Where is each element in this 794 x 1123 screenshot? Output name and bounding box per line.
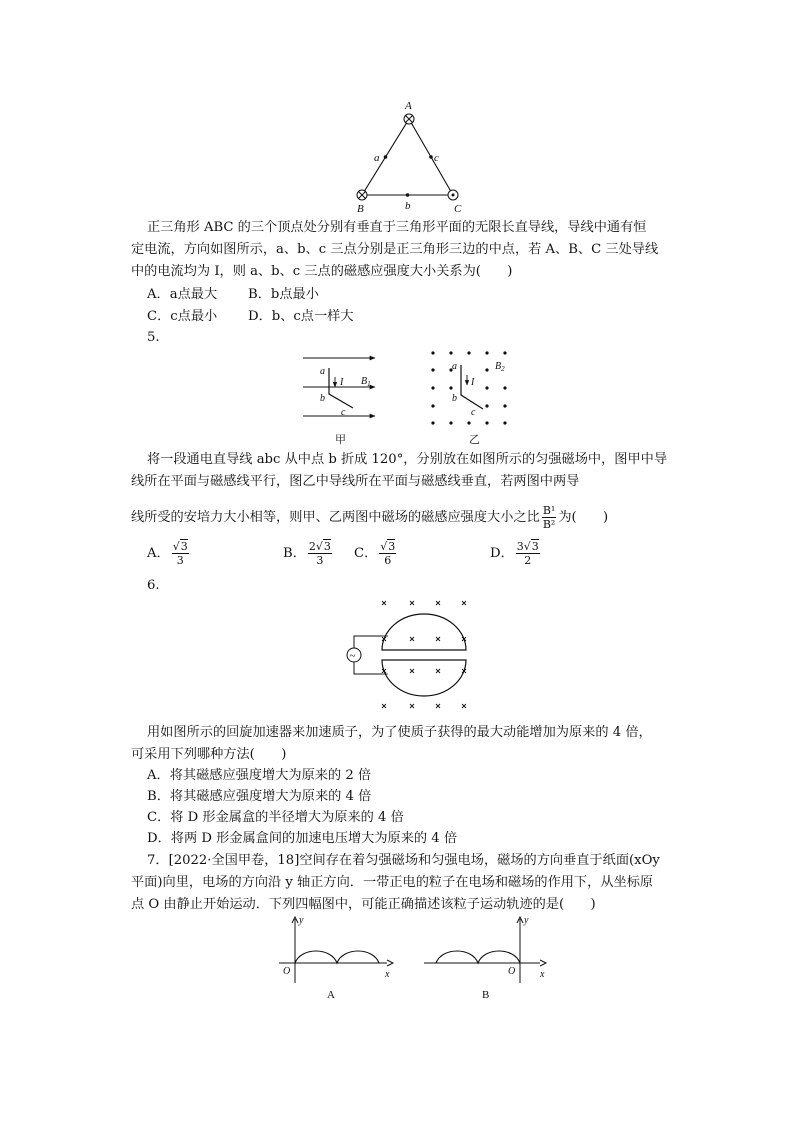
graph-b-axis-y: y: [524, 915, 529, 926]
trajectory-graph-a: [275, 913, 400, 1003]
jia-label-a: a: [320, 366, 325, 377]
graph-b-axis-x: x: [540, 969, 545, 980]
graph-a-caption: A: [327, 989, 335, 1001]
q5-option-d-label: D．: [490, 546, 514, 561]
midpoint-label-c: c: [434, 152, 439, 164]
q6-stem-line-1: 用如图所示的回旋加速器来加速质子，为了使质子获得的最大动能增加为原来的 4 倍，: [147, 725, 652, 740]
q5-stem-line-3: [131, 504, 608, 531]
jia-label-b: b: [320, 393, 325, 404]
q4-stem-line-2: 定电流，方向如图所示，a、b、c 三点分别是正三角形三边的中点，若 A、B、C 三处导线: [131, 242, 659, 257]
graph-b-origin: O: [508, 966, 516, 977]
q4-option-c: C．c点最小: [147, 309, 218, 324]
q5-option-b-coef: 2: [308, 540, 316, 553]
q7-stem-line-1: 7．[2022·全国甲卷，18]空间存在着匀强磁场和匀强电场，磁场的方向垂直于纸面(xOy: [147, 853, 660, 868]
graph-a-axis-x: x: [385, 969, 390, 980]
yi-label-b2-sub: 2: [501, 365, 505, 373]
q5-option-c: C． $\frac{√3}{6}$: [354, 540, 396, 567]
q6-option-d: D．将两 D 形金属盒间的加速电压增大为原来的 4 倍: [147, 831, 458, 846]
q5-number: 5.: [147, 330, 160, 345]
q4-stem-line-3: 中的电流均为 I，则 a、b、c 三点的磁感应强度大小关系为( ): [131, 264, 513, 279]
triangle-figure: [340, 95, 480, 217]
q5-option-c-label: C．: [354, 546, 378, 561]
field-into-page-marks: [382, 601, 466, 708]
q4-option-a: A．a点最大: [147, 287, 218, 302]
q5-option-a-radicand: 3: [180, 540, 188, 553]
figure-jia-caption: 甲: [335, 434, 346, 446]
q5-option-b: B． $\frac{2√3}{3}$: [283, 540, 331, 567]
trajectory-graph-b: [420, 913, 555, 1003]
ratio-fraction: [542, 504, 557, 531]
jia-label-b1-sub: 1: [367, 380, 371, 388]
q7-stem-line-2: 平面)向里，电场的方向沿 y 轴正方向．一带正电的粒子在电场和磁场的作用下，从坐标原: [131, 875, 654, 890]
q5-stem-line-1: 将一段通电直导线 abc 从中点 b 折成 120°，分别放在如图所示的匀强磁场中，图甲中导: [147, 452, 668, 467]
q6-option-a: A．将其磁感应强度增大为原来的 2 倍: [147, 768, 372, 783]
q5-option-a-label: A．: [147, 546, 170, 561]
q5-option-a: A． $\frac{√3}{3}$: [147, 540, 188, 567]
vertex-label-c: C: [454, 203, 462, 215]
midpoint-label-b: b: [405, 200, 411, 212]
q5-option-c-den: 6: [384, 554, 392, 567]
q5-option-d-den: 2: [524, 554, 532, 567]
q7-stem-line-3: 点 O 由静止开始运动．下列四幅图中，可能正确描述该粒子运动轨迹的是( ): [131, 897, 596, 912]
yi-label-a: a: [452, 361, 457, 372]
yi-label-i: I: [471, 377, 475, 388]
vertex-label-b: B: [357, 203, 364, 215]
figure-jia: [295, 350, 385, 450]
q6-option-c: C．将 D 形金属盒的半径增大为原来的 4 倍: [147, 810, 404, 825]
graph-b-caption: B: [482, 989, 490, 1001]
yi-label-c: c: [471, 407, 476, 418]
q4-option-d: D．b、c点一样大: [248, 309, 354, 324]
figure-yi-caption: 乙: [469, 434, 480, 446]
q4-stem-line-1: 正三角形 ABC 的三个顶点处分别有垂直于三角形平面的无限长直导线，导线中通有恒: [147, 220, 647, 235]
ratio-denominator: B²: [542, 518, 556, 531]
q5-option-b-radicand: 3: [323, 540, 331, 553]
current-into-page-icon: [357, 190, 367, 200]
q4-option-b: B．b点最小: [248, 287, 319, 302]
q6-option-b: B．将其磁感应强度增大为原来的 4 倍: [147, 789, 372, 804]
q5-stem-line-3b: 为( ): [558, 510, 609, 525]
vertex-label-a: A: [405, 100, 412, 112]
q5-option-d-radicand: 3: [531, 540, 539, 553]
q5-option-d-coef: 3: [516, 540, 524, 553]
svg-text:B1: [361, 376, 371, 388]
jia-label-i: I: [340, 377, 344, 388]
graph-a-axis-y: y: [299, 915, 304, 926]
figure-yi: [425, 345, 525, 450]
yi-label-b: b: [452, 393, 457, 404]
graph-a-origin: O: [283, 966, 291, 977]
q5-option-b-den: 3: [316, 554, 324, 567]
q6-stem-line-2: 可采用下列哪种方法( ): [131, 747, 287, 762]
q5-option-a-den: 3: [176, 554, 184, 567]
svg-text:B2: [495, 361, 505, 373]
jia-label-b1: B: [361, 376, 368, 387]
q5-option-c-radicand: 3: [388, 540, 396, 553]
ratio-numerator: B¹: [542, 504, 556, 517]
q5-option-d: D． $\frac{3√3}{2}$: [490, 540, 539, 567]
q5-stem-line-3a: 线所受的安培力大小相等，则甲、乙两图中磁场的磁感应强度大小之比: [131, 510, 540, 525]
q5-option-b-label: B．: [283, 546, 306, 561]
current-out-of-page-icon: [448, 190, 458, 200]
yi-label-b2: B: [495, 361, 502, 372]
cyclotron-figure: [340, 596, 480, 716]
current-into-page-icon: [404, 114, 414, 124]
q5-stem-line-2: 线所在平面与磁感线平行，图乙中导线所在平面与磁感线垂直，若两图中两导: [131, 474, 580, 489]
jia-label-c: c: [341, 407, 346, 418]
ac-source-icon: ~: [349, 650, 356, 662]
midpoint-label-a: a: [374, 152, 380, 164]
q6-number: 6.: [147, 578, 160, 593]
